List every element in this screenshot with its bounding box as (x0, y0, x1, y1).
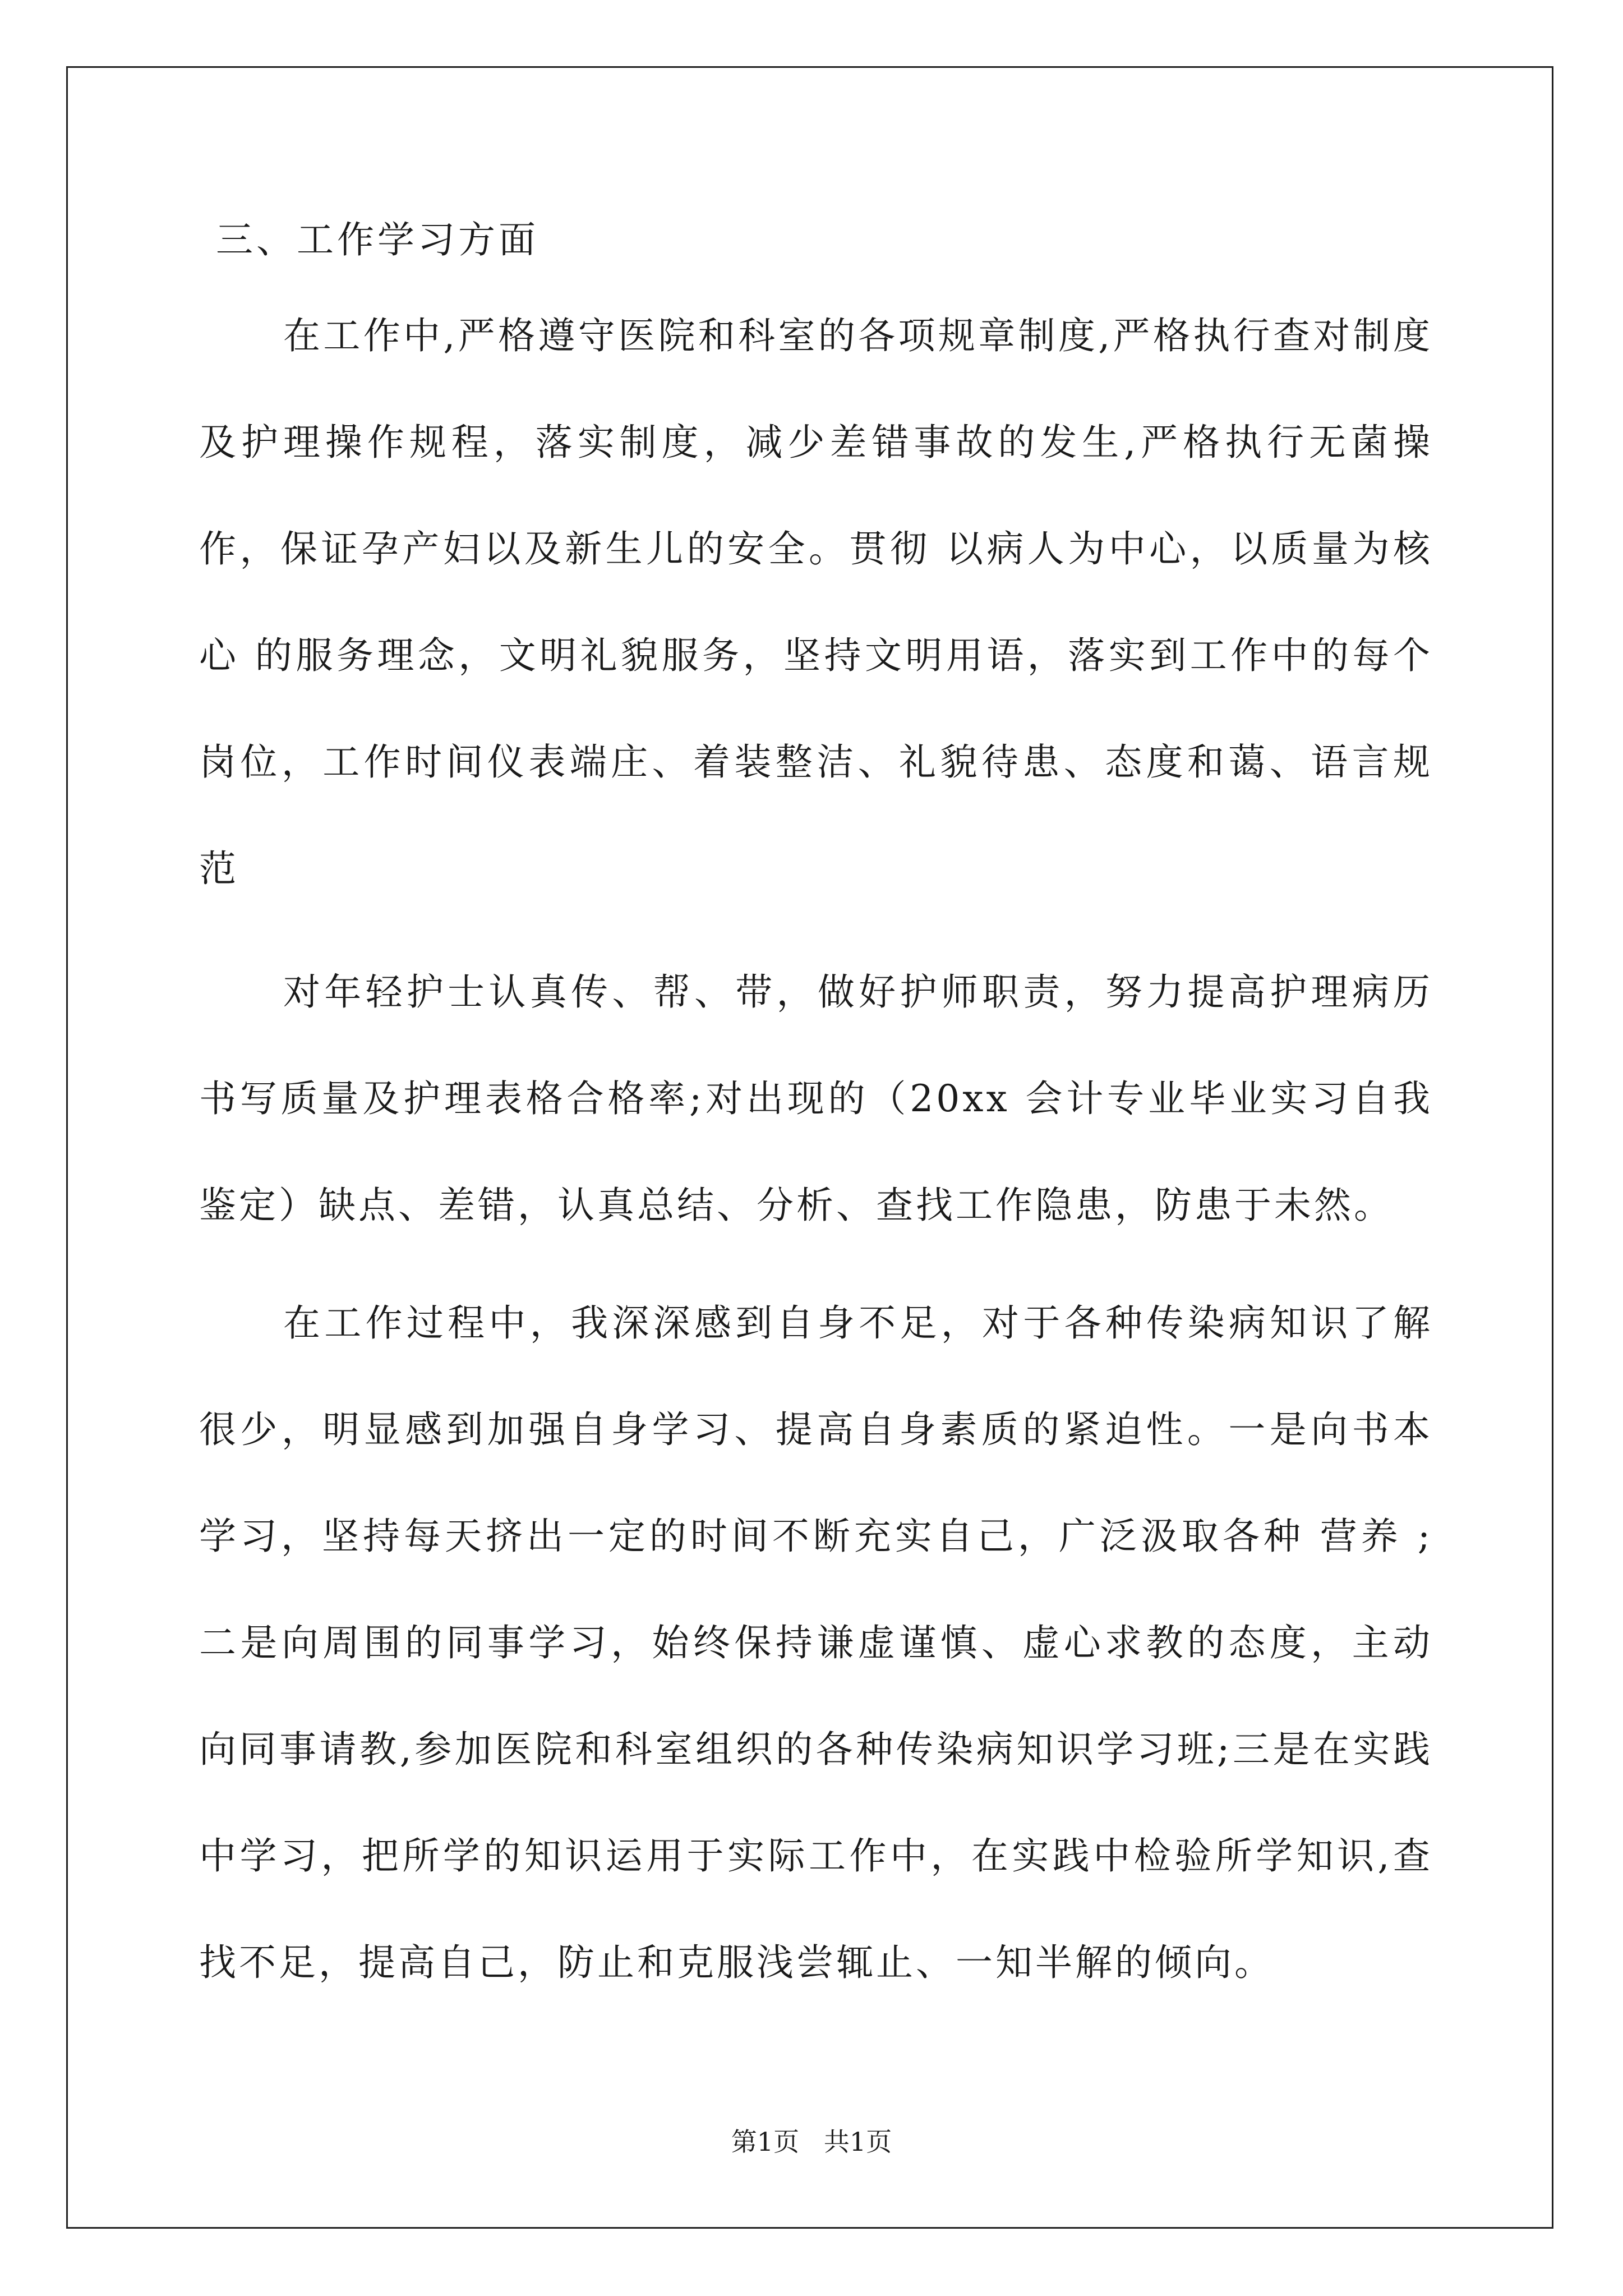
page-footer: 第1页 共1页 (731, 2127, 892, 2157)
document-heading: 三、工作学习方面 (216, 218, 539, 261)
paragraph-1: 在工作中,严格遵守医院和科室的各项规章制度,严格执行查对制度及护理操作规程，落实制度，减少差错事故的发生,严格执行无菌操作，保证孕产妇以及新生儿的安全。贯彻 以病人为中心，以质量为核心 的服务理念，文明礼貌服务，坚持文明用语，落实到工作中的每个岗位，工作时间仪表端庄、着装整洁、礼貌待患、态度和蔼、语言规范 (199, 314, 1433, 890)
paragraph-2: 对年轻护士认真传、帮、带，做好护师职责，努力提高护理病历书写质量及护理表格合格率;对出现的（20xx 会计专业毕业实习自我鉴定）缺点、差错，认真总结、分析、查找工作隐患，防患于未然。 (199, 970, 1433, 1227)
paragraph-3: 在工作过程中，我深深感到自身不足，对于各种传染病知识了解很少，明显感到加强自身学习、提高自身素质的紧迫性。一是向书本学习，坚持每天挤出一定的时间不断充实自己，广泛汲取各种 营养 ;二是向周围的同事学习，始终保持谦虚谨慎、虚心求教的态度，主动向同事请教,参加医院和科室组织的各种传染病知识学习班;三是在实践中学习，把所学的知识运用于实际工作中，在实践中检验所学知识,查找不足，提高自己，防止和克服浅尝辄止、一知半解的倾向。 (199, 1301, 1433, 1984)
